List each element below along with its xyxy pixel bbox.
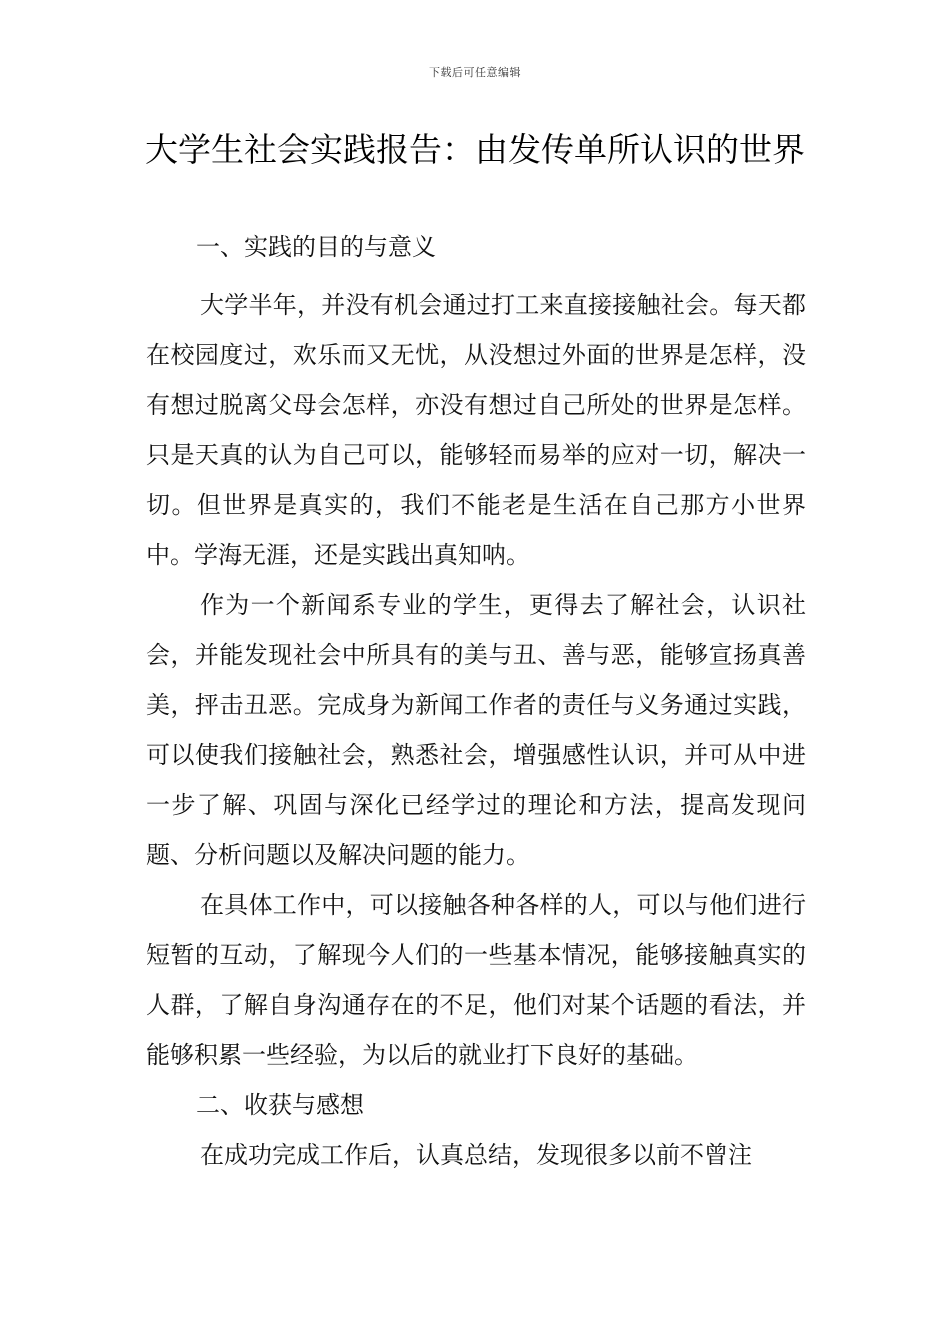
section-heading-2: 二、收获与感想: [196, 1091, 364, 1119]
document-body: [146, 222, 806, 1180]
header-note: 下载后可任意编辑: [429, 66, 521, 79]
document-title: 大学生社会实践报告：由发传单所认识的世界: [145, 130, 805, 169]
section-heading-1: 一、实践的目的与意义: [196, 233, 436, 261]
paragraph-1: 大学半年，并没有机会通过打工来直接接触社会。每天都在校园度过，欢乐而又无忧，从没想过外面的世界是怎样，没有想过脱离父母会怎样，亦没有想过自己所处的世界是怎样。只是天真的认为自己可以，能够轻而易举的应对一切，解决一切。但世界是真实的，我们不能老是生活在自己那方小世界中。学海无涯，还是实践出真知呐。: [146, 291, 806, 569]
paragraph-3: 在具体工作中，可以接触各种各样的人，可以与他们进行短暂的互动，了解现今人们的一些基本情况，能够接触真实的人群，了解自身沟通存在的不足，他们对某个话题的看法，并能够积累一些经验，为以后的就业打下良好的基础。: [146, 891, 806, 1069]
paragraph-4: 在成功完成工作后，认真总结，发现很多以前不曾注: [200, 1141, 752, 1169]
paragraph-2: 作为一个新闻系专业的学生，更得去了解社会，认识社会，并能发现社会中所具有的美与丑、善与恶，能够宣扬真善美，抨击丑恶。完成身为新闻工作者的责任与义务通过实践，可以使我们接触社会，熟悉社会，增强感性认识，并可从中进一步了解、巩固与深化已经学过的理论和方法，提高发现问题、分析问题以及解决问题的能力。: [146, 591, 806, 869]
